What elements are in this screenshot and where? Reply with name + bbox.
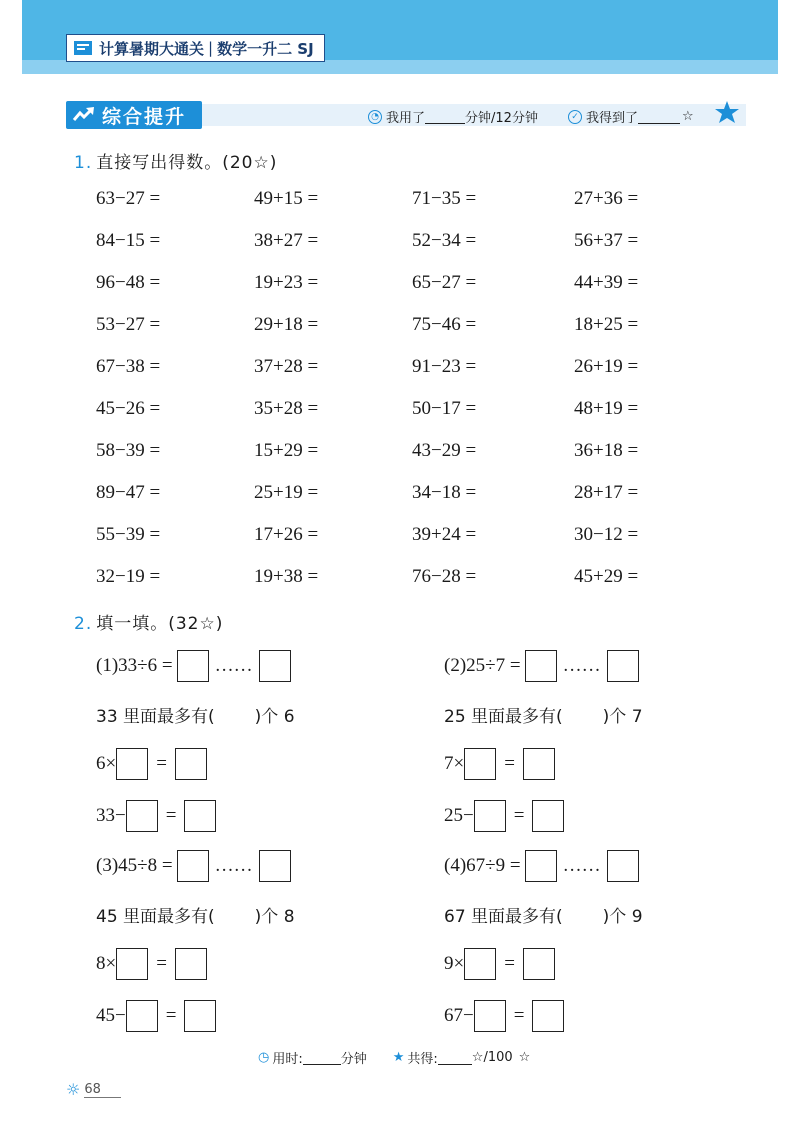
- q1-expression: 56+37 =: [574, 230, 639, 251]
- q2-division-line: [96, 650, 291, 682]
- q1-expression: 76−28 =: [412, 566, 477, 587]
- product-box[interactable]: [175, 948, 207, 980]
- subtract-label: 25−: [444, 805, 474, 826]
- most-tail: )个 8: [254, 907, 295, 927]
- q1-expression: 28+17 =: [574, 482, 639, 503]
- q1-expression: 32−19 =: [96, 566, 161, 587]
- footer-star: ☆: [518, 1050, 531, 1065]
- product-box[interactable]: [523, 748, 555, 780]
- q1-expression: 17+26 =: [254, 524, 319, 545]
- q2-number: 2.: [74, 614, 93, 634]
- score-star: ☆: [682, 109, 694, 124]
- q2-most-line: [96, 702, 295, 727]
- q1-expression: 39+24 =: [412, 524, 477, 545]
- equals-sign: =: [156, 953, 167, 974]
- ellipsis: ……: [214, 855, 253, 876]
- subtrahend-box[interactable]: [474, 1000, 506, 1032]
- q1-expression: 19+23 =: [254, 272, 319, 293]
- q1-expression: 84−15 =: [96, 230, 161, 251]
- time-used-suffix: 分钟/12分钟: [465, 111, 538, 126]
- multiply-label: 6×: [96, 753, 117, 774]
- equals-sign: =: [165, 1005, 177, 1026]
- q2-division-line: [444, 850, 639, 882]
- q2-most-line: [444, 702, 643, 727]
- q1-expression: 65−27 =: [412, 272, 477, 293]
- q2-most-line: [96, 902, 295, 927]
- q1-expression: 29+18 =: [254, 314, 319, 335]
- division-label: (2)25÷7 =: [444, 655, 521, 676]
- multiplier-box[interactable]: [464, 948, 496, 980]
- footer-summary: [258, 1048, 530, 1067]
- star-badge-icon: [714, 100, 740, 124]
- equals-sign: =: [513, 805, 525, 826]
- multiply-label: 9×: [444, 953, 465, 974]
- q1-expression: 44+39 =: [574, 272, 639, 293]
- q2-title-text: 填一填。(32☆): [96, 614, 224, 634]
- multiplier-box[interactable]: [116, 948, 148, 980]
- q1-expression: 38+27 =: [254, 230, 319, 251]
- q1-title: [74, 148, 277, 173]
- equals-sign: =: [504, 753, 515, 774]
- remainder-box[interactable]: [607, 850, 639, 882]
- subtrahend-box[interactable]: [474, 800, 506, 832]
- ellipsis: ……: [562, 655, 601, 676]
- q2-division-line: [444, 650, 639, 682]
- q1-expression: 75−46 =: [412, 314, 477, 335]
- score-blank[interactable]: [638, 110, 680, 124]
- footer-time-blank[interactable]: [303, 1051, 341, 1065]
- multiply-label: 7×: [444, 753, 465, 774]
- difference-box[interactable]: [184, 800, 216, 832]
- book-icon: [73, 40, 93, 56]
- sun-icon: ☼: [66, 1080, 81, 1099]
- answer-blank[interactable]: [215, 905, 255, 925]
- q1-expression: 27+36 =: [574, 188, 639, 209]
- q1-expression: 25+19 =: [254, 482, 319, 503]
- q1-title-text: 直接写出得数。(20☆): [96, 153, 278, 173]
- time-used-label: 我用了: [386, 111, 426, 126]
- quotient-box[interactable]: [177, 650, 209, 682]
- clock-icon: ◔: [368, 110, 382, 124]
- most-text: 33 里面最多有(: [96, 707, 215, 727]
- score-label: 我得到了: [586, 111, 639, 126]
- q2-most-line: [444, 902, 643, 927]
- subtract-label: 33−: [96, 805, 126, 826]
- q1-expression: 58−39 =: [96, 440, 161, 461]
- q2-multiply-line: [96, 948, 207, 980]
- equals-sign: =: [504, 953, 515, 974]
- difference-box[interactable]: [532, 800, 564, 832]
- q1-expression: 53−27 =: [96, 314, 161, 335]
- q1-expression: 71−35 =: [412, 188, 477, 209]
- q1-expression: 49+15 =: [254, 188, 319, 209]
- most-text: 25 里面最多有(: [444, 707, 563, 727]
- q1-expression: 37+28 =: [254, 356, 319, 377]
- multiplier-box[interactable]: [116, 748, 148, 780]
- book-title: 数学一升二 SJ: [217, 39, 314, 58]
- section-title-badge: [66, 101, 202, 129]
- most-tail: )个 9: [602, 907, 643, 927]
- trend-arrow-icon: [72, 106, 96, 124]
- q2-title: [74, 609, 223, 634]
- q2-subtract-line: [96, 1000, 216, 1032]
- time-used-meta: [368, 107, 538, 126]
- multiplier-box[interactable]: [464, 748, 496, 780]
- most-tail: )个 7: [602, 707, 643, 727]
- q1-expression: 30−12 =: [574, 524, 639, 545]
- q1-expression: 63−27 =: [96, 188, 161, 209]
- header-band-fade: [22, 60, 778, 74]
- q1-expression: 36+18 =: [574, 440, 639, 461]
- most-text: 67 里面最多有(: [444, 907, 563, 927]
- quotient-box[interactable]: [177, 850, 209, 882]
- q1-expression: 48+19 =: [574, 398, 639, 419]
- division-label: (1)33÷6 =: [96, 655, 173, 676]
- quotient-box[interactable]: [525, 650, 557, 682]
- subtrahend-box[interactable]: [126, 800, 158, 832]
- q1-expression: 34−18 =: [412, 482, 477, 503]
- section-title: 综合提升: [102, 105, 187, 128]
- q1-expression: 15+29 =: [254, 440, 319, 461]
- score-meta: [568, 107, 694, 126]
- footer-time-unit: 分钟: [340, 1052, 367, 1067]
- division-label: (3)45÷8 =: [96, 855, 173, 876]
- remainder-box[interactable]: [607, 650, 639, 682]
- q2-subtract-line: [444, 800, 564, 832]
- time-used-blank[interactable]: [425, 110, 465, 124]
- equals-sign: =: [513, 1005, 525, 1026]
- product-box[interactable]: [175, 748, 207, 780]
- footer-star-icon: ★: [392, 1050, 405, 1065]
- series-title: 计算暑期大通关: [99, 39, 205, 58]
- q1-expression: 91−23 =: [412, 356, 477, 377]
- q1-expression: 19+38 =: [254, 566, 319, 587]
- most-text: 45 里面最多有(: [96, 907, 215, 927]
- division-label: (4)67÷9 =: [444, 855, 521, 876]
- page-number-area: [66, 1080, 121, 1099]
- quotient-box[interactable]: [525, 850, 557, 882]
- subtract-label: 67−: [444, 1005, 474, 1026]
- check-icon: ✓: [568, 110, 582, 124]
- answer-blank[interactable]: [563, 705, 603, 725]
- product-box[interactable]: [523, 948, 555, 980]
- remainder-box[interactable]: [259, 850, 291, 882]
- timer-icon: ◷: [258, 1050, 270, 1065]
- q1-expression: 45+29 =: [574, 566, 639, 587]
- header-separator: |: [208, 39, 214, 57]
- q1-expression: 52−34 =: [412, 230, 477, 251]
- ellipsis: ……: [214, 655, 253, 676]
- q1-expression: 18+25 =: [574, 314, 639, 335]
- q1-expression: 45−26 =: [96, 398, 161, 419]
- q2-subtract-line: [96, 800, 216, 832]
- q1-expression: 26+19 =: [574, 356, 639, 377]
- multiply-label: 8×: [96, 953, 117, 974]
- footer-total-label: 共得:: [407, 1052, 438, 1067]
- most-tail: )个 6: [254, 707, 295, 727]
- q1-expression: 35+28 =: [254, 398, 319, 419]
- difference-box[interactable]: [184, 1000, 216, 1032]
- q1-expression: 89−47 =: [96, 482, 161, 503]
- q1-expression: 67−38 =: [96, 356, 161, 377]
- footer-total-blank[interactable]: [438, 1051, 472, 1065]
- q1-expression: 55−39 =: [96, 524, 161, 545]
- equals-sign: =: [156, 753, 167, 774]
- remainder-box[interactable]: [259, 650, 291, 682]
- subtract-label: 45−: [96, 1005, 126, 1026]
- q2-multiply-line: [444, 748, 555, 780]
- q2-multiply-line: [96, 748, 207, 780]
- q1-expression: 43−29 =: [412, 440, 477, 461]
- footer-time-label: 用时:: [272, 1052, 303, 1067]
- difference-box[interactable]: [532, 1000, 564, 1032]
- page-number: 68: [84, 1082, 121, 1098]
- q1-expression: 50−17 =: [412, 398, 477, 419]
- subtrahend-box[interactable]: [126, 1000, 158, 1032]
- equals-sign: =: [165, 805, 177, 826]
- q2-subtract-line: [444, 1000, 564, 1032]
- q1-expression: 96−48 =: [96, 272, 161, 293]
- ellipsis: ……: [562, 855, 601, 876]
- answer-blank[interactable]: [215, 705, 255, 725]
- q2-division-line: [96, 850, 291, 882]
- header-title-tag: [66, 34, 325, 62]
- answer-blank[interactable]: [563, 905, 603, 925]
- q2-multiply-line: [444, 948, 555, 980]
- footer-total-tail: ☆/100: [471, 1050, 513, 1065]
- q1-number: 1.: [74, 153, 93, 173]
